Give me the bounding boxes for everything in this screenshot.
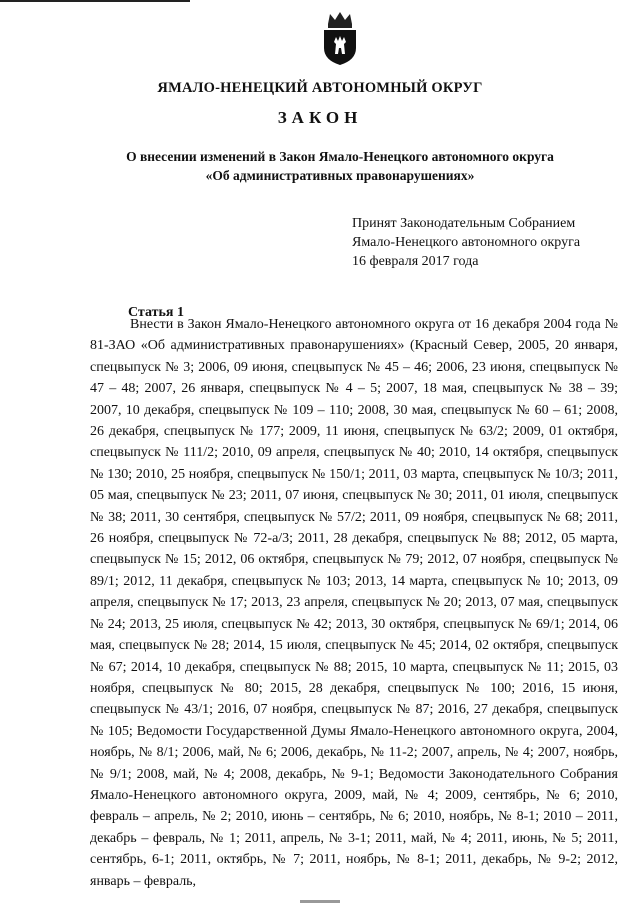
adoption-line1: Принят Законодательным Собранием bbox=[352, 216, 576, 231]
document-type: ЗАКОН bbox=[277, 108, 363, 127]
adoption-line2: Ямало-Ненецкого автономного округа bbox=[352, 235, 581, 250]
article-body: Внести в Закон Ямало-Ненецкого автономного округа от 16 декабря 2004 года № 81-ЗАО «Об административных правонарушениях» (Красный Север, 2005, 20 января, спецвыпуск № 3; 2006, 09 июня, спецвыпуск № 45 – 46; 2006, 23 июня, спецвыпуск № 47 – 48; 2007, 26 января, спецвыпуск № 4 – 5; 2007, 18 мая, спецвыпуск № 38 – 39; 2007, 10 декабря, спецвыпуск № 109 – 110; 2008, 30 мая, спецвыпуск № 60 – 61; 2008, 26 декабря, спецвыпуск № 177; 2009, 11 июня, спецвыпуск № 63/2; 2009, 01 октября, спецвыпуск № 111/2; 2010, 09 апреля, спецвыпуск № 40; 2010, 14 октября, спецвыпуск № 130; 2010, 25 ноября, спецвыпуск № 150/1; 2011, 03 марта, спецвыпуск № 10/3; 2011, 05 мая, спецвыпуск № 23; 2011, 07 июня, спецвыпуск № 30; 2011, 01 июля, спецвыпуск № 38; 2011, 30 сентября, спецвыпуск № 57/2; 2011, 09 ноября, спецвыпуск № 68; 2011, 26 ноября, спецвыпуск № 72-а/3; 2011, 28 декабря, спецвыпуск № 88; 2012, 05 марта, спецвыпуск № 15; 2012, 06 октября, спецвыпуск № 79; 2012, 07 ноября, спецвыпуск № 89/1; 2012, 11 декабря, спецвыпуск № 103; 2013, 14 марта, спецвыпуск № 10; 2013, 09 апреля, спецвыпуск № 17; 2013, 23 апреля, спецвыпуск № 20; 2013, 07 мая, спецвыпуск № 24; 2013, 25 июля, спецвыпуск № 42; 2013, 30 октября, спецвыпуск № 69/1; 2014, 06 мая, спецвыпуск № 28; 2014, 15 июля, спецвыпуск № 45; 2014, 02 октября, спецвыпуск № 67; 2014, 10 декабря, спецвыпуск № 88; 2015, 10 марта, спецвыпуск № 11; 2015, 03 ноября, спецвыпуск № 80; 2015, 28 декабря, спецвыпуск № 100; 2016, 15 июня, спецвыпуск № 43/1; 2016, 07 ноября, спецвыпуск № 87; 2016, 27 декабря, спецвыпуск № 105; Ведомости Государственной Думы Ямало-Ненецкого автономного округа, 2004, ноябрь, № 8/1; 2006, май, № 6; 2006, декабрь, № 11-2; 2007, апрель, № 4; 2007, ноябрь, № 9/1; 2008, май, № 4; 2008, декабрь, № 9-1; Ведомости Законодательного Собрания Ямало-Ненецкого автономного округа, 2009, май, № 4; 2009, сентябрь, № 6; 2010, февраль – апрель, № 2; 2010, июнь – сентябрь, № 6; 2010, ноябрь, № 8-1; 2010 – 2011, декабрь – февраль, № 1; 2011, апрель, № 3-1; 2011, май, № 4; 2011, июнь, № 5; 2011, сентябрь, 6-1; 2011, октябрь, № 7; 2011, ноябрь, № 8-1; 2011, декабрь, № 9-2; 2012, январь – февраль, bbox=[90, 317, 618, 889]
article-title: Статья 1 bbox=[128, 305, 184, 320]
adoption-block bbox=[352, 214, 580, 271]
adoption-date: 16 февраля 2017 года bbox=[352, 254, 479, 269]
region-title: ЯМАЛО-НЕНЕЦКИЙ АВТОНОМНЫЙ ОКРУГ bbox=[157, 80, 483, 96]
law-subject bbox=[60, 147, 620, 185]
law-subject-line2: «Об административных правонарушениях» bbox=[205, 168, 475, 183]
page-edge-mark bbox=[300, 896, 340, 904]
coat-of-arms-emblem bbox=[318, 10, 362, 66]
law-subject-line1: О внесении изменений в Закон Ямало-Ненецкого автономного округа bbox=[126, 149, 554, 164]
top-rule bbox=[0, 0, 190, 2]
